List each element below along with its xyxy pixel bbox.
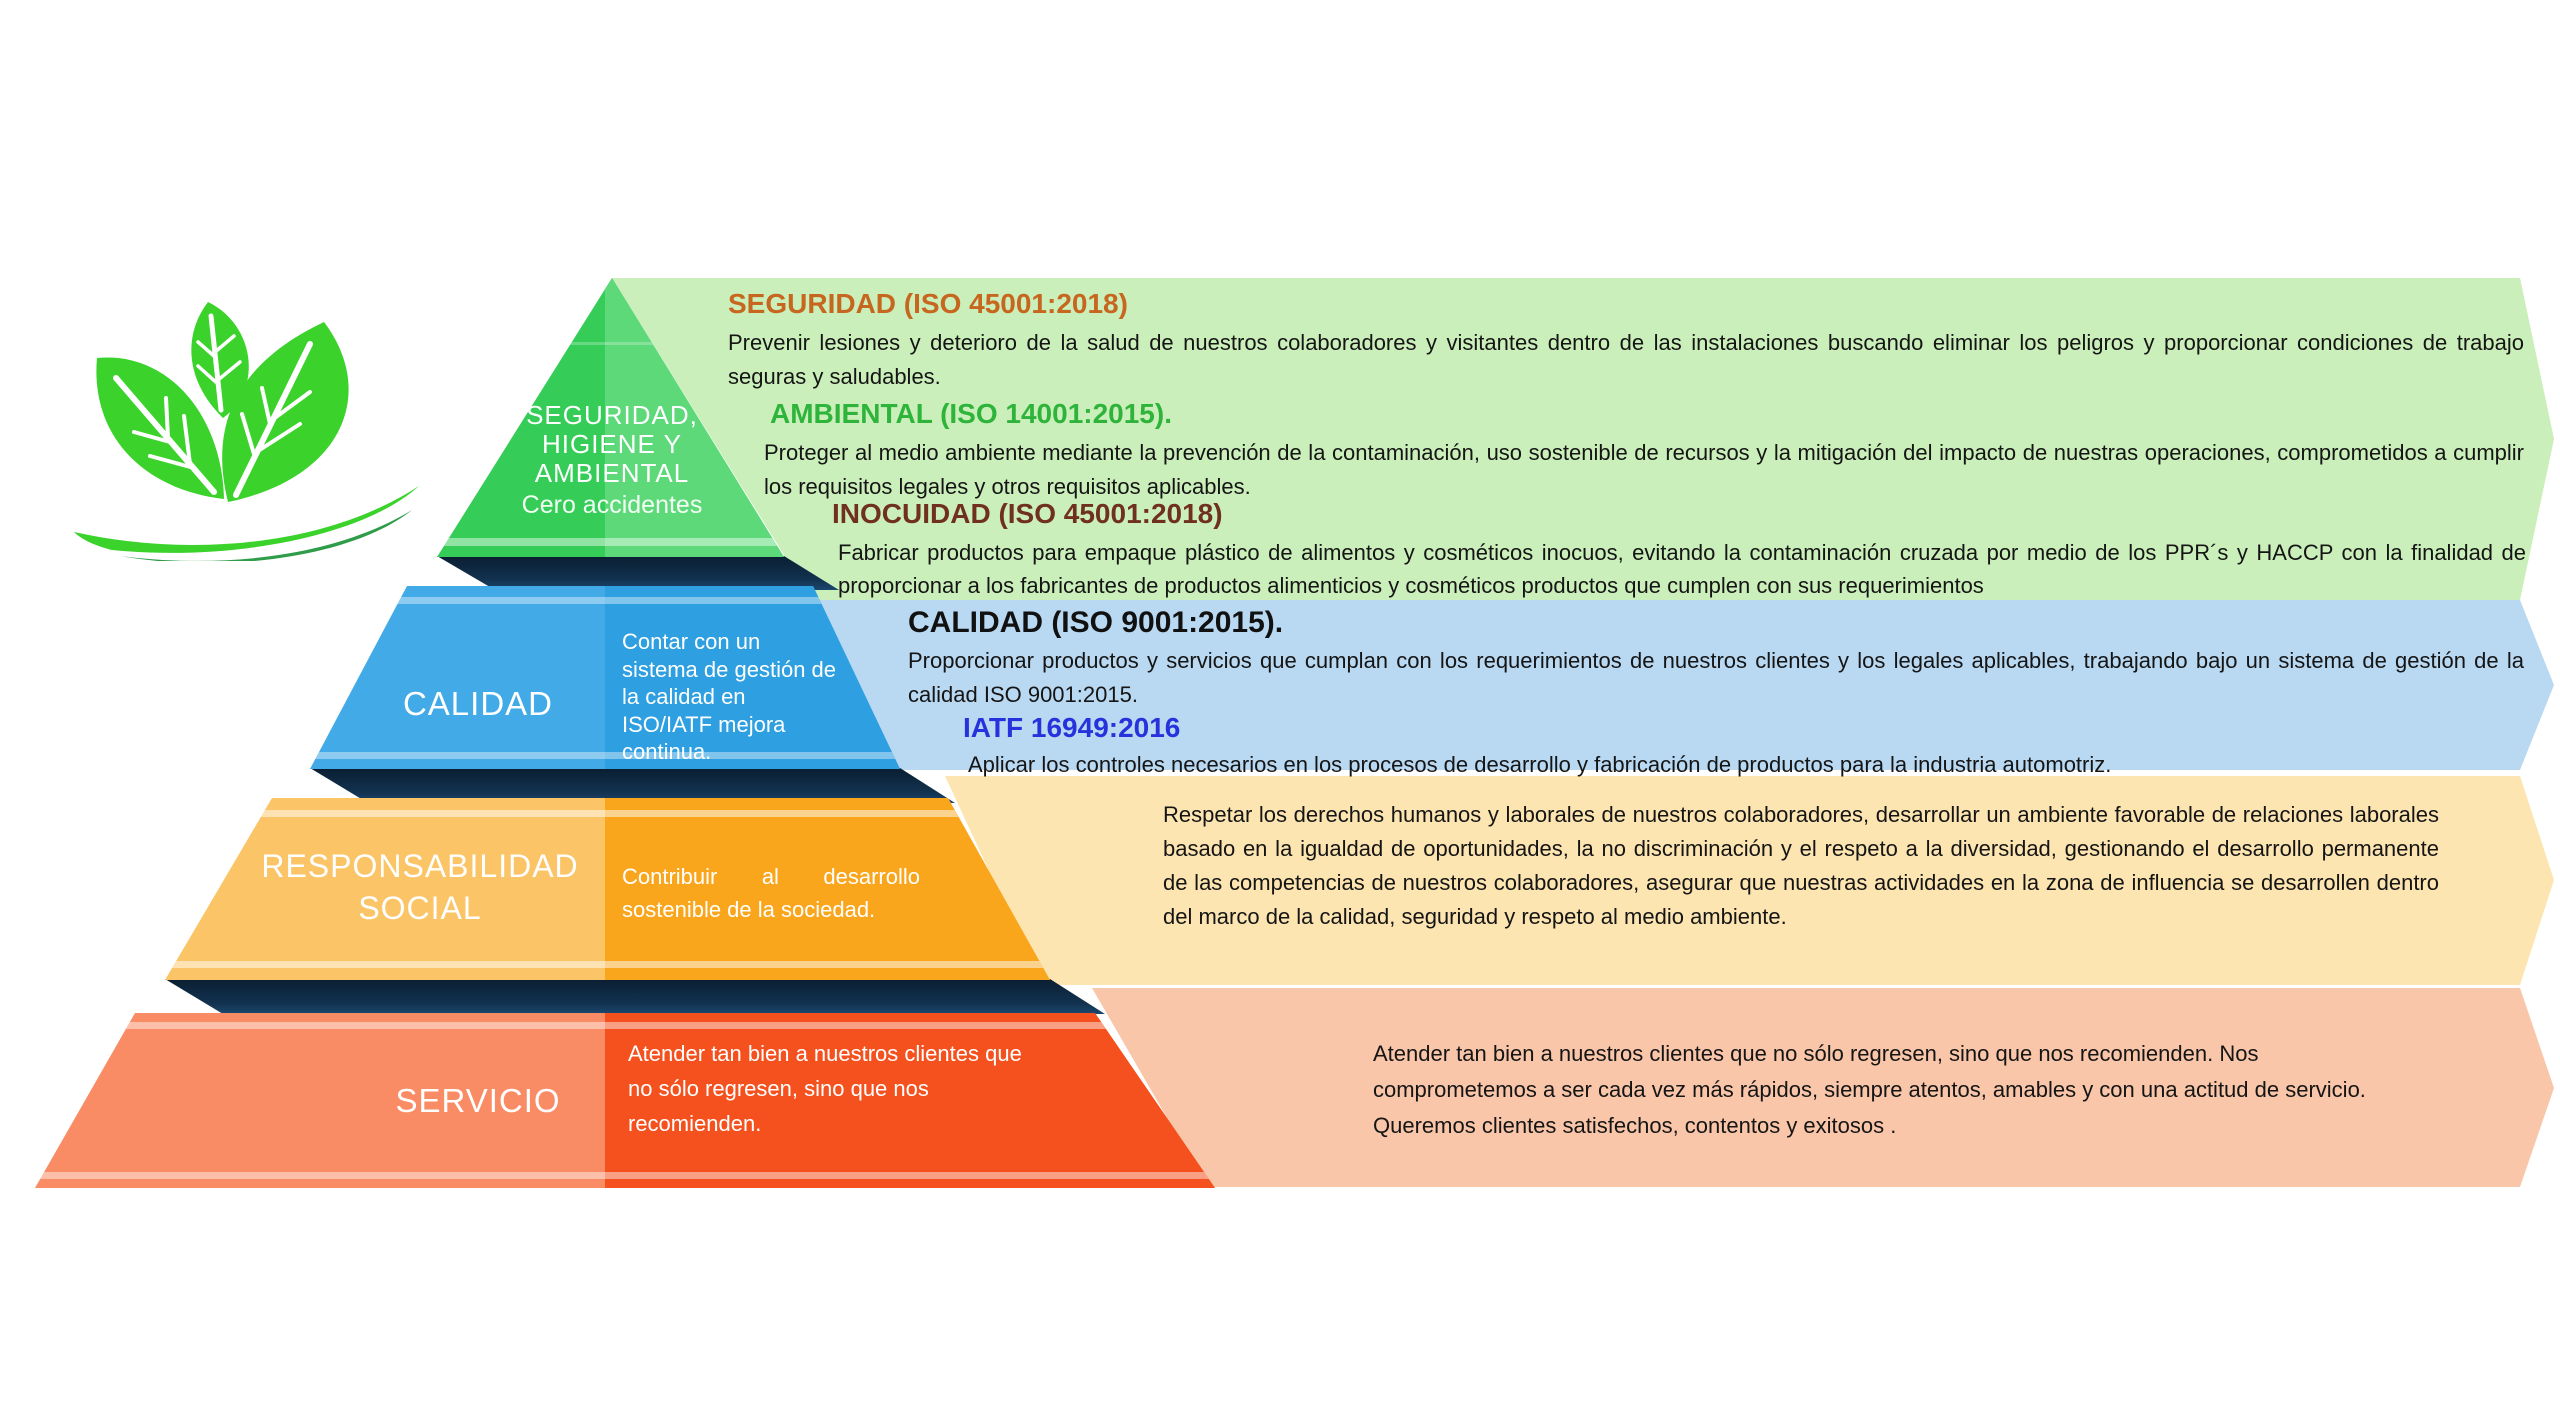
heading-seguridad: SEGURIDAD (ISO 45001:2018) [728,288,1128,319]
heading-iatf: IATF 16949:2016 [963,712,1181,743]
level3-title: RESPONSABILIDAD SOCIAL [261,848,579,926]
trap3-bottom-stripe [165,961,1050,968]
heading-inocuidad: INOCUIDAD (ISO 45001:2018) [832,498,1223,529]
level1-title-line2: HIGIENE Y [541,429,682,459]
level2-side-text: Contar con un sistema de gestión de la calidad en ISO/IATF mejora continua. [622,629,837,764]
level2-title: CALIDAD [402,685,554,722]
pyramid-shadow-1 [437,556,842,590]
triangle-bottom-stripe [437,538,784,546]
trap3-top-stripe [165,810,1050,817]
eco-leaves-logo [72,296,422,561]
body-servicio: Atender tan bien a nuestros clientes que no sólo regresen, sino que nos recomienden. Nos comprometemos a ser cada vez más rápidos, siempre atentos, amables y con una actitud de servicio. Queremos clientes satisfechos, contentos y exitosos . [1373,1041,2366,1138]
heading-ambiental: AMBIENTAL (ISO 14001:2015). [770,398,1172,429]
trap4-top-stripe [35,1022,1215,1029]
level4-title: SERVICIO [395,1082,561,1119]
trap2-top-stripe [310,597,900,604]
level1-title-line3: AMBIENTAL [534,458,690,488]
trap4-bottom-stripe [35,1172,1215,1179]
body-inocuidad: Fabricar productos para empaque plástico de alimentos y cosméticos inocuos, evitando la contaminación cruzada por medio de los PPR´s y HACCP con la finalidad de proporcionar a los fabricantes de productos alimenticios y cosméticos productos que cumplen con sus requerimientos [838,540,2526,598]
level1-title-line1: SEGURIDAD, [526,400,698,430]
pyramid-shadow-3 [165,979,1108,1014]
body-responsabilidad-social: Respetar los derechos humanos y laborales de nuestros colaboradores, desarrollar un ambiente favorable de relaciones laborales basado en la igualdad de oportunidades, la no discriminación y el respeto a la diversidad, gestionando el desarrollo permanente de las competencias de nuestros colaboradores, asegurar que nuestras actividades en la zona de influencia se desarrollen dentro del marco de la calidad, seguridad y respeto al medio ambiente. [1163,802,2439,929]
level4-side-text: Atender tan bien a nuestros clientes que no sólo regresen, sino que nos recomienden. [628,1041,1022,1136]
body-iatf: Aplicar los controles necesarios en los procesos de desarrollo y fabricación de productos para la industria automotriz. [968,752,2112,777]
level3-side-text: Contribuir al desarrollo sostenible de la sociedad. [622,864,920,922]
pyramid-shadow-2 [310,768,958,803]
swoosh-dark [120,510,412,561]
body-seguridad: Prevenir lesiones y deterioro de la salud de nuestros colaboradores y visitantes dentro de las instalaciones buscando eliminar los peligros y proporcionar condiciones de trabajo seguras y saludables. [728,330,2524,389]
level1-subtitle: Cero accidentes [521,491,703,519]
body-calidad-iso: Proporcionar productos y servicios que cumplan con los requerimientos de nuestros clientes y los legales aplicables, trabajando bajo un sistema de gestión de la calidad ISO 9001:2015. [908,648,2524,707]
body-ambiental: Proteger al medio ambiente mediante la prevención de la contaminación, uso sostenible de recursos y la mitigación del impacto de nuestras operaciones, comprometidos a cumplir los requisitos legales y otros requisitos aplicables. [764,440,2524,499]
heading-calidad-iso: CALIDAD (ISO 9001:2015). [908,606,1284,639]
